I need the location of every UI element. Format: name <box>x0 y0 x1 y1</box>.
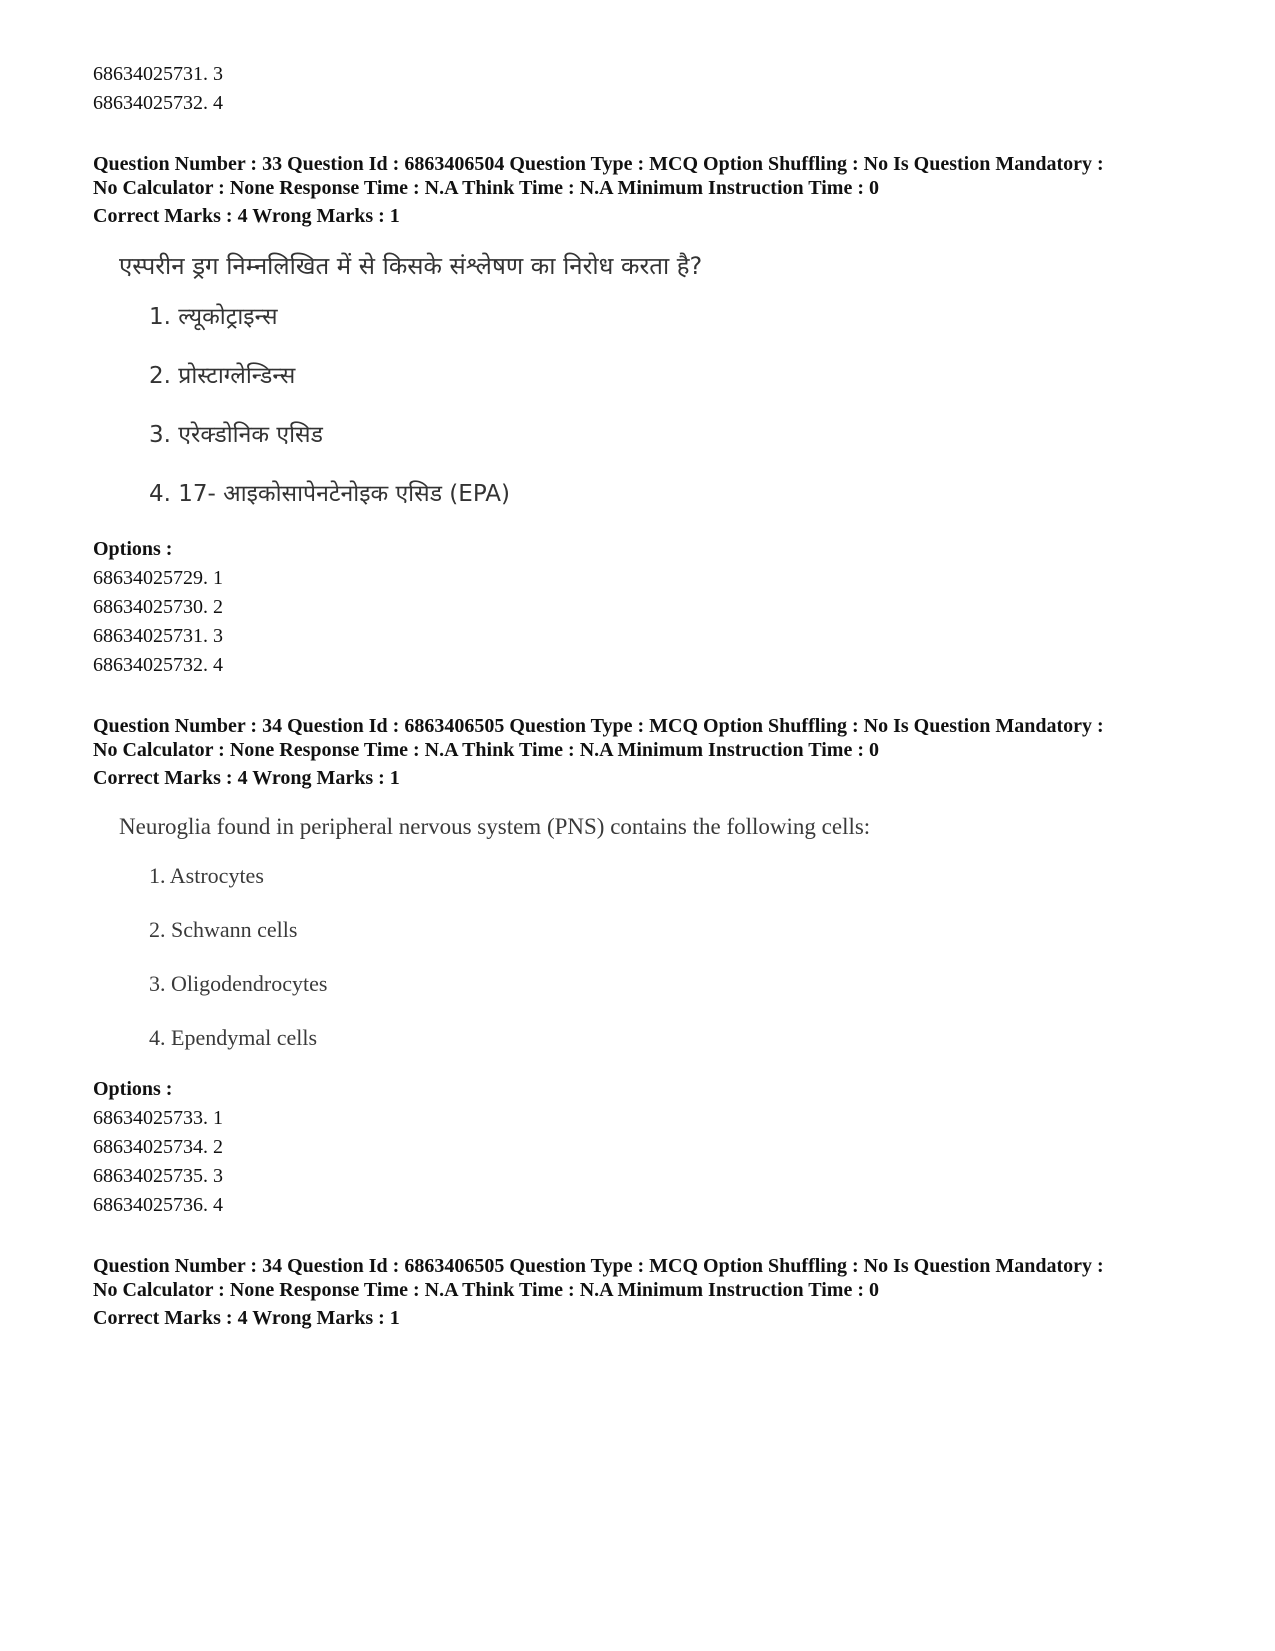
question-meta-line: No Calculator : None Response Time : N.A Think Time : N.A Minimum Instruction Time : 0 <box>93 177 879 199</box>
question-meta <box>93 152 1203 200</box>
question-marks: Correct Marks : 4 Wrong Marks : 1 <box>93 1307 400 1329</box>
question-content <box>119 249 1203 510</box>
question-choice: 4. 17- आइकोसापेनटेनोइक एसिड (EPA) <box>149 481 510 507</box>
options-list <box>93 1104 1203 1220</box>
question-choice: 4. Ependymal cells <box>149 1025 318 1050</box>
question-meta-line: Question Number : 33 Question Id : 6863406504 Question Type : MCQ Option Shuffling : No Is Question Mandatory : <box>93 153 1104 175</box>
option-line: 68634025735. 3 <box>93 1165 223 1187</box>
previous-question-options <box>93 60 1203 118</box>
options-label: Options : <box>93 1078 173 1100</box>
options-list <box>93 564 1203 680</box>
options-label: Options : <box>93 538 173 560</box>
question-meta <box>93 714 1203 762</box>
question-choice: 1. ल्यूकोट्राइन्स <box>149 304 278 330</box>
option-line: 68634025729. 1 <box>93 567 223 589</box>
option-line: 68634025736. 4 <box>93 1194 223 1216</box>
question-choices <box>149 861 1203 1053</box>
question-meta-line: Question Number : 34 Question Id : 6863406505 Question Type : MCQ Option Shuffling : No Is Question Mandatory : <box>93 1255 1104 1277</box>
question-content <box>119 811 1203 1053</box>
option-line: 68634025732. 4 <box>93 654 223 676</box>
option-line: 68634025734. 2 <box>93 1136 223 1158</box>
option-line: 68634025732. 4 <box>93 92 223 114</box>
question-meta-line: No Calculator : None Response Time : N.A Think Time : N.A Minimum Instruction Time : 0 <box>93 1279 879 1301</box>
question-marks: Correct Marks : 4 Wrong Marks : 1 <box>93 767 400 789</box>
question-text: Neuroglia found in peripheral nervous system (PNS) contains the following cells: <box>119 814 871 839</box>
option-line: 68634025730. 2 <box>93 596 223 618</box>
question-block-34-repeat <box>93 1254 1203 1333</box>
question-choice: 1. Astrocytes <box>149 863 264 888</box>
question-choice: 3. Oligodendrocytes <box>149 971 328 996</box>
question-meta <box>93 1254 1203 1302</box>
question-choice: 3. एरेक्डोनिक एसिड <box>149 422 323 448</box>
question-block-34 <box>93 714 1203 1220</box>
question-marks: Correct Marks : 4 Wrong Marks : 1 <box>93 205 400 227</box>
document-page <box>93 60 1203 1333</box>
question-text: एस्परीन ड्रग निम्नलिखित में से किसके संश्लेषण का निरोध करता है? <box>119 252 703 280</box>
question-choices <box>149 301 1203 510</box>
question-meta-line: Question Number : 34 Question Id : 6863406505 Question Type : MCQ Option Shuffling : No Is Question Mandatory : <box>93 715 1104 737</box>
option-line: 68634025733. 1 <box>93 1107 223 1129</box>
question-choice: 2. प्रोस्टाग्लेन्डिन्स <box>149 363 296 389</box>
option-line: 68634025731. 3 <box>93 63 223 85</box>
question-block-33 <box>93 152 1203 680</box>
question-meta-line: No Calculator : None Response Time : N.A Think Time : N.A Minimum Instruction Time : 0 <box>93 739 879 761</box>
question-choice: 2. Schwann cells <box>149 917 298 942</box>
option-line: 68634025731. 3 <box>93 625 223 647</box>
